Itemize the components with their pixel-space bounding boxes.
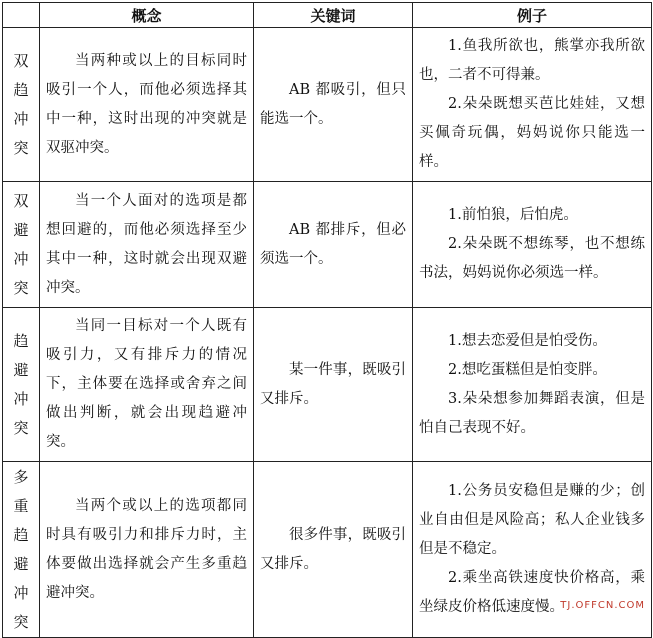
example-item: 1.前怕狼，后怕虎。 <box>448 207 578 223</box>
conflict-type-cell: 趋 避 冲 突 <box>3 308 40 462</box>
header-keyword: 关键词 <box>254 3 413 28</box>
example-cell <box>413 462 652 638</box>
keyword-cell: AB 都排斥，但必须选一个。 <box>254 182 413 308</box>
conflict-type-cell: 多 重 趋 避 冲 突 <box>3 462 40 638</box>
conflict-type-cell: 双 避 冲 突 <box>3 182 40 308</box>
example-item: 2.朵朵既不想练琴，也不想练书法，妈妈说你必须选一样。 <box>419 236 645 281</box>
example-item: 1.公务员安稳但是赚的少；创业自由但是风险高；私人企业钱多但是不稳定。 <box>419 483 645 557</box>
example-cell <box>413 182 652 308</box>
conflict-types-table <box>2 2 652 638</box>
concept-cell: 当同一目标对一个人既有吸引力，又有排斥力的情况下，主体要在选择或舍弃之间做出判断，就会出现趋避冲突。 <box>40 308 254 462</box>
table-row <box>3 28 652 182</box>
keyword-cell: 某一件事，既吸引又排斥。 <box>254 308 413 462</box>
keyword-cell: 很多件事，既吸引又排斥。 <box>254 462 413 638</box>
example-item: 1.鱼我所欲也，熊掌亦我所欲也，二者不可得兼。 <box>419 38 645 83</box>
watermark-text: TJ.OFFCN.COM <box>560 600 645 611</box>
example-cell <box>413 28 652 182</box>
example-item: 2.朵朵既想买芭比娃娃，又想买佩奇玩偶，妈妈说你只能选一样。 <box>419 96 645 170</box>
conflict-type-cell: 双 趋 冲 突 <box>3 28 40 182</box>
example-item: 2.乘坐高铁速度快价格高，乘坐绿皮价格低速度慢。 <box>419 570 645 615</box>
example-item: 3.朵朵想参加舞蹈表演，但是怕自己表现不好。 <box>419 390 645 436</box>
example-item: 2.想吃蛋糕但是怕变胖。 <box>448 361 607 378</box>
header-example: 例子 <box>413 3 652 28</box>
table-row <box>3 462 652 638</box>
example-cell <box>413 308 652 462</box>
example-item: 1.想去恋爱但是怕受伤。 <box>448 332 607 349</box>
concept-cell: 当两种或以上的目标同时吸引一个人，而他必须选择其中一种，这时出现的冲突就是双驱冲突。 <box>40 28 254 182</box>
header-concept: 概念 <box>40 3 254 28</box>
header-blank <box>3 3 40 28</box>
table-header-row <box>3 3 652 28</box>
table-row <box>3 182 652 308</box>
concept-cell: 当一个人面对的选项是都想回避的，而他必须选择至少其中一种，这时就会出现双避冲突。 <box>40 182 254 308</box>
table-row <box>3 308 652 462</box>
concept-cell: 当两个或以上的选项都同时具有吸引力和排斥力时，主体要做出选择就会产生多重趋避冲突。 <box>40 462 254 638</box>
keyword-cell: AB 都吸引，但只能选一个。 <box>254 28 413 182</box>
